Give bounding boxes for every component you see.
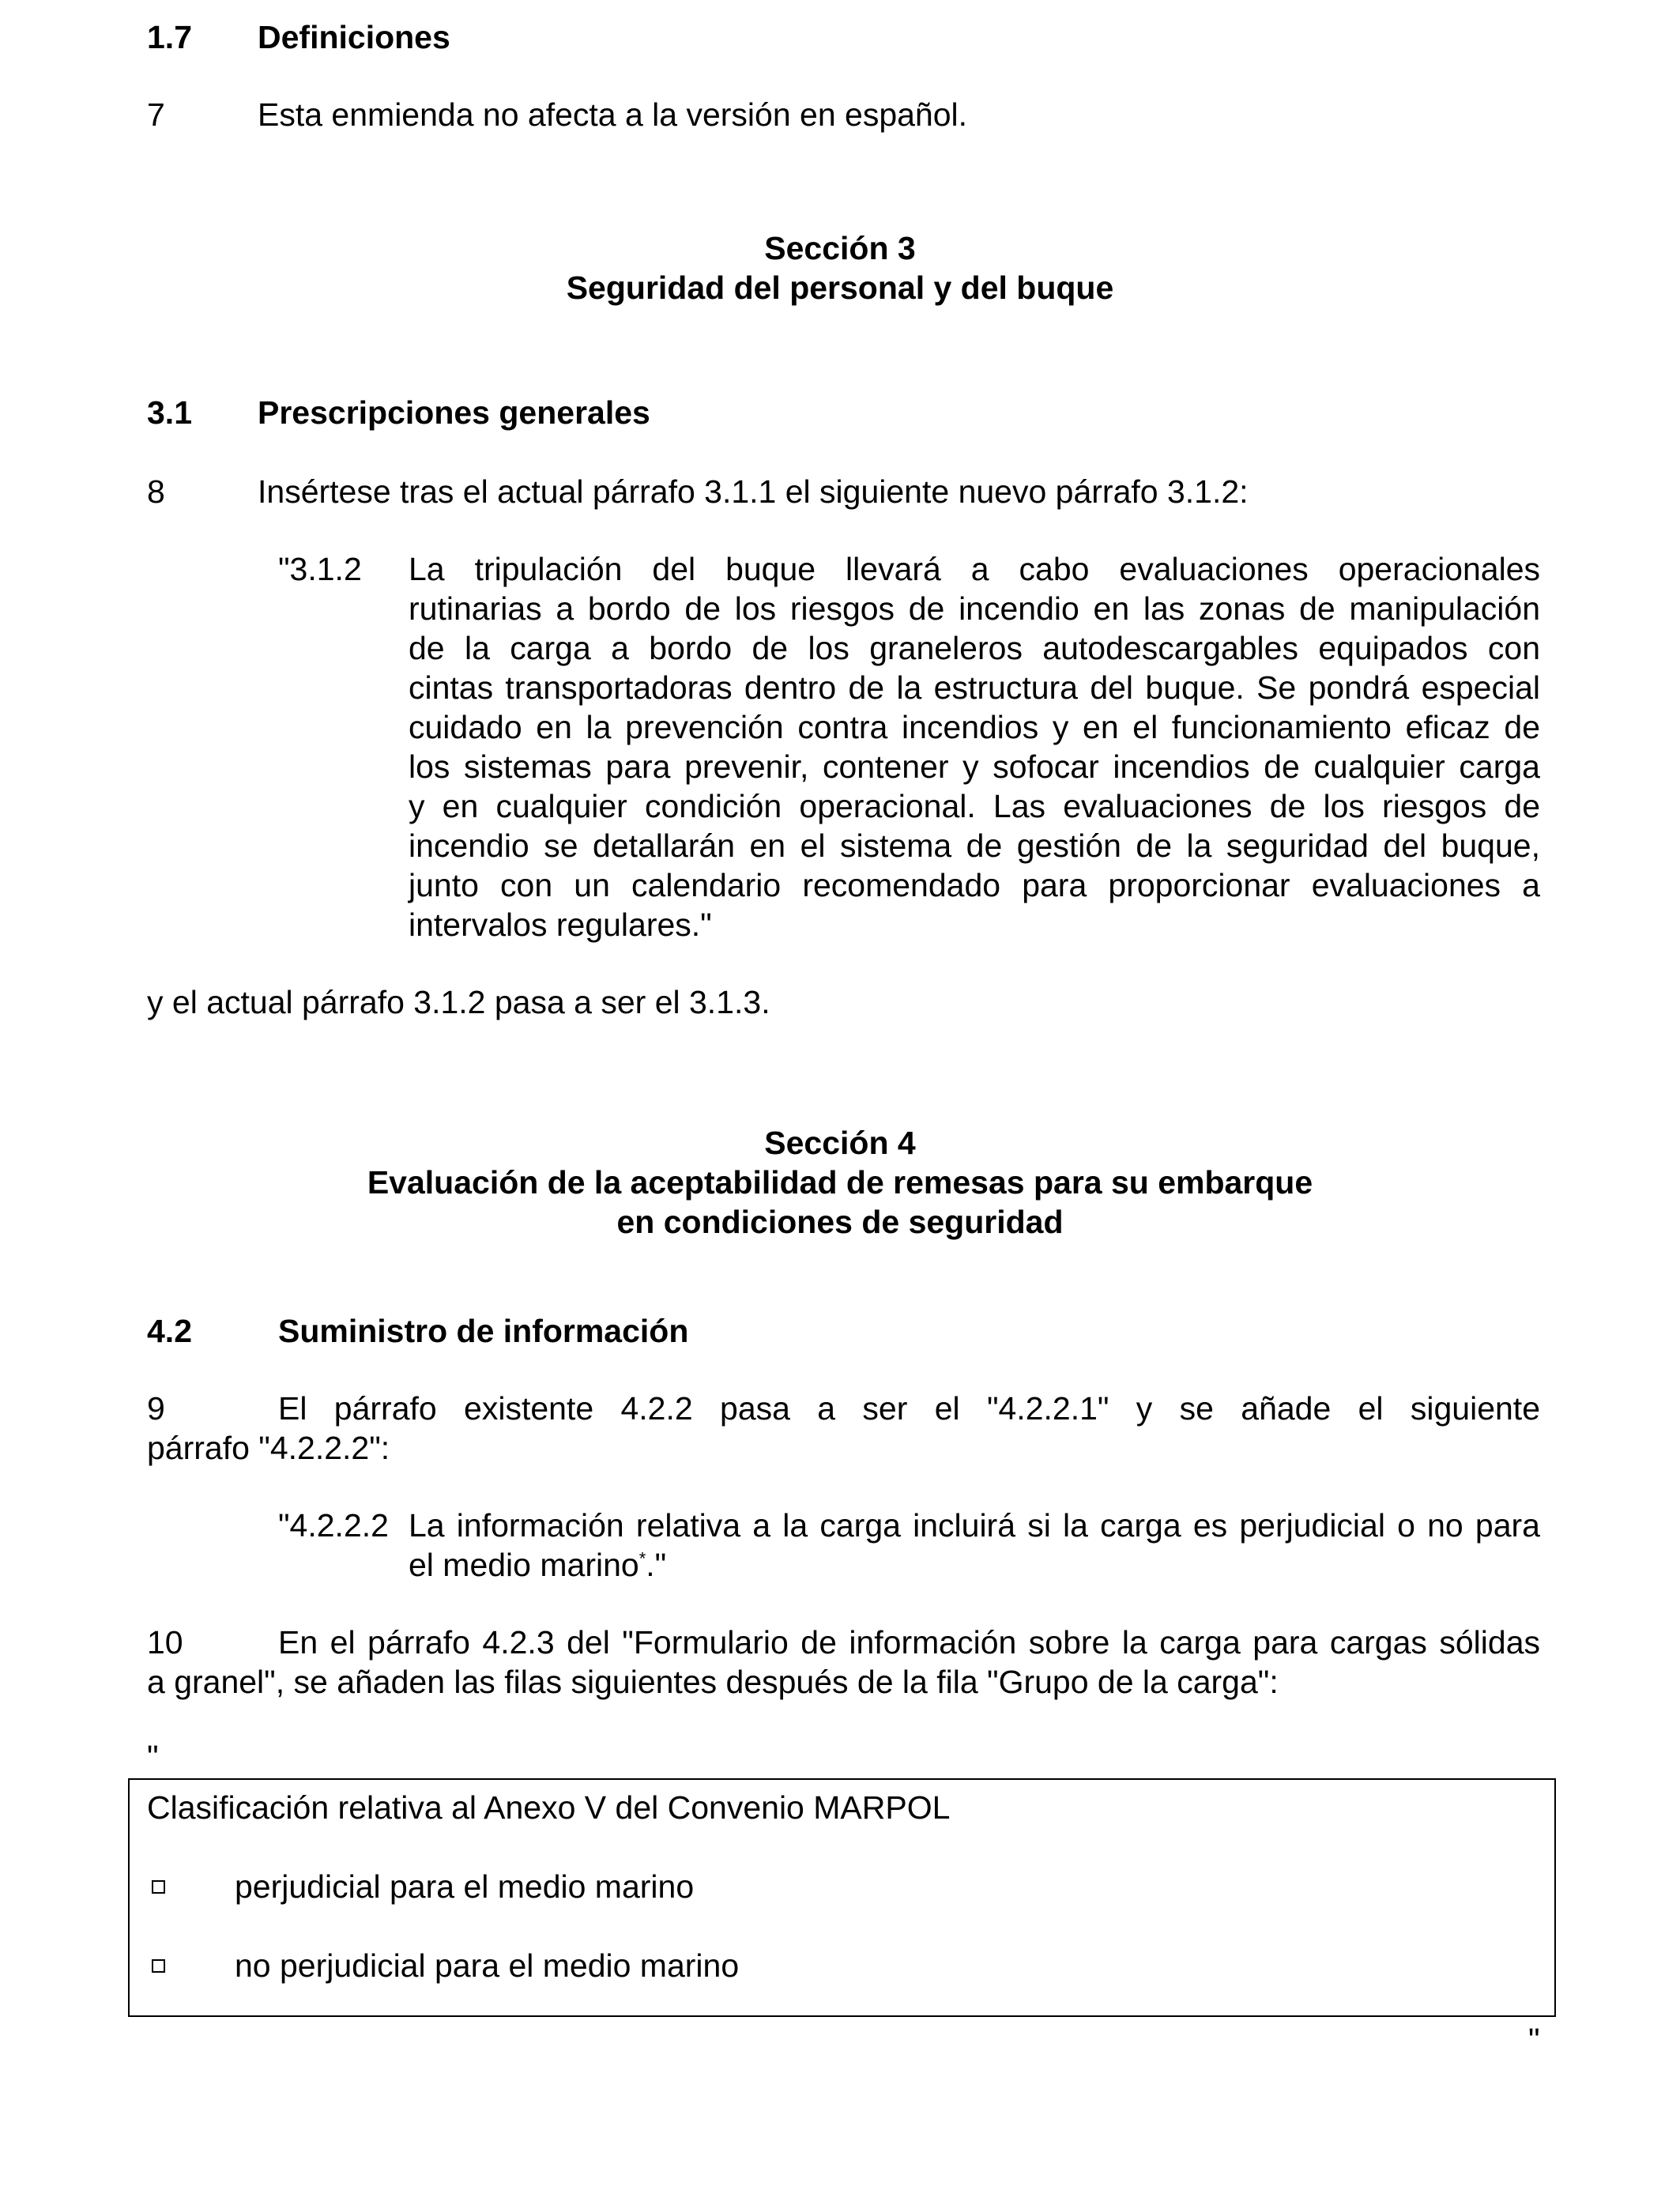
not-harmful-option-label: no perjudicial para el medio marino: [235, 1947, 740, 1984]
quote-line: y en cualquier condición operacional. Las evaluaciones de los riesgos de: [409, 788, 1540, 824]
section-number-4-2: 4.2: [147, 1313, 192, 1349]
table-heading: Clasificación relativa al Anexo V del Convenio MARPOL: [147, 1789, 951, 1826]
section-heading-suministro: Suministro de información: [278, 1313, 689, 1349]
section-4-label: Sección 4: [764, 1125, 916, 1161]
section-4-title-line-1: Evaluación de la aceptabilidad de remesas para su embarque: [367, 1164, 1313, 1201]
quoted-paragraph-4-2-2-2-line-2: [409, 1545, 666, 1585]
quote-line: junto con un calendario recomendado para proporcionar evaluaciones a: [409, 867, 1540, 903]
not-harmful-checkbox[interactable]: [152, 1959, 165, 1973]
quote-line: intervalos regulares.": [409, 907, 712, 943]
paragraph-10-line-2: a granel", se añaden las filas siguientes después de la fila "Grupo de la carga":: [147, 1664, 1279, 1700]
quote-line: de la carga a bordo de los graneleros autodescargables equipados con: [409, 630, 1540, 666]
paragraph-7-text: Esta enmienda no afecta a la versión en español.: [258, 96, 968, 133]
paragraph-number-10: 10: [147, 1624, 183, 1661]
footnote-marker: *: [638, 1548, 646, 1569]
section-number-1-7: 1.7: [147, 19, 192, 55]
paragraph-8-continuation: y el actual párrafo 3.1.2 pasa a ser el 3.1.3.: [147, 984, 770, 1020]
section-heading-prescripciones: Prescripciones generales: [258, 394, 650, 431]
quote-line-text: el medio marino: [409, 1547, 639, 1583]
section-4-title-line-2: en condiciones de seguridad: [616, 1204, 1064, 1240]
harmful-option-label: perjudicial para el medio marino: [235, 1868, 695, 1905]
quoted-paragraph-3-1-2: [409, 549, 1540, 944]
section-heading-definiciones: Definiciones: [258, 19, 450, 55]
quote-line: La tripulación del buque llevará a cabo evaluaciones operacionales: [409, 551, 1540, 587]
closing-quote-mark: ": [1528, 2022, 1540, 2058]
quoted-paragraph-number-4-2-2-2: "4.2.2.2: [278, 1507, 389, 1544]
quoted-paragraph-number-3-1-2: "3.1.2: [278, 551, 362, 587]
paragraph-8-text: Insértese tras el actual párrafo 3.1.1 el siguiente nuevo párrafo 3.1.2:: [258, 473, 1249, 510]
paragraph-number-9: 9: [147, 1390, 165, 1427]
quote-line: rutinarias a bordo de los riesgos de incendio en las zonas de manipulación: [409, 590, 1540, 627]
marpol-classification-table: [128, 1778, 1556, 2017]
paragraph-10-line-1: En el párrafo 4.2.3 del "Formulario de información sobre la carga para cargas sólidas: [278, 1624, 1540, 1661]
quoted-paragraph-4-2-2-2-line-1: La información relativa a la carga incluirá si la carga es perjudicial o no para: [409, 1507, 1540, 1544]
quote-line: cintas transportadoras dentro de la estructura del buque. Se pondrá especial: [409, 669, 1540, 706]
opening-quote-mark: ": [147, 1739, 159, 1775]
quote-line: los sistemas para prevenir, contener y sofocar incendios de cualquier carga: [409, 748, 1540, 785]
paragraph-9-line-1: El párrafo existente 4.2.2 pasa a ser el "4.2.2.1" y se añade el siguiente: [278, 1390, 1540, 1427]
paragraph-number-7: 7: [147, 96, 165, 133]
quote-line: cuidado en la prevención contra incendios y en el funcionamiento eficaz de: [409, 709, 1540, 745]
harmful-checkbox[interactable]: [152, 1880, 165, 1894]
paragraph-number-8: 8: [147, 473, 165, 510]
section-3-label: Sección 3: [764, 230, 916, 266]
quote-line: incendio se detallarán en el sistema de gestión de la seguridad del buque,: [409, 827, 1540, 864]
section-number-3-1: 3.1: [147, 394, 192, 431]
section-3-title: Seguridad del personal y del buque: [566, 270, 1114, 306]
paragraph-9-line-2: párrafo "4.2.2.2":: [147, 1430, 390, 1466]
quote-line-end: .": [646, 1547, 667, 1583]
